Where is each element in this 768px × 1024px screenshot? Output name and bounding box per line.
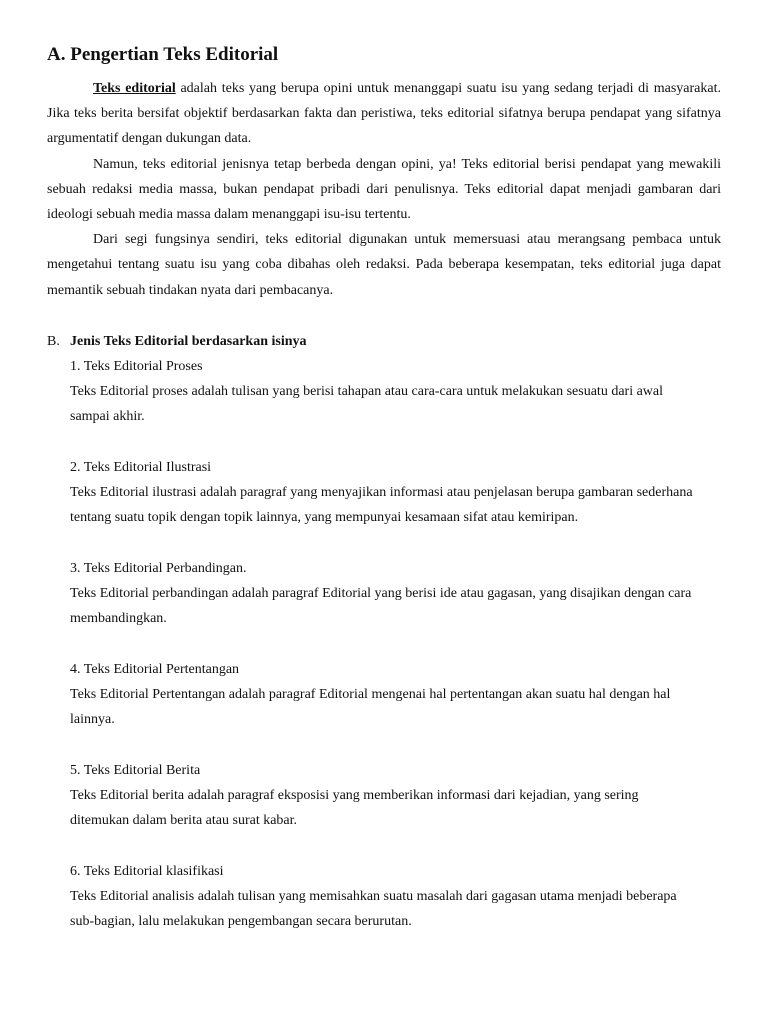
section-b-marker: B. [47,333,60,349]
paragraph-definition [47,76,721,152]
list-item-description: Teks Editorial analisis adalah tulisan yang memisahkan suatu masalah dari gagasan utama menjadi beberapa sub-bagian, lalu melakukan pengembangan secara berurutan. [70,888,677,930]
list-item-description: Teks Editorial proses adalah tulisan yang berisi tahapan atau cara-cara untuk melakukan sesuatu dari awal sampai akhir. [70,383,664,425]
list-item-title: 1. Teks Editorial Proses [70,358,203,374]
list-item [70,455,721,531]
list-item-title: 5. Teks Editorial Berita [70,762,201,778]
list-item-title: 3. Teks Editorial Perbandingan. [70,560,247,576]
list-item [70,657,721,733]
paragraph-difference: Namun, teks editorial jenisnya tetap berbeda dengan opini, ya! Teks editorial berisi pendapat yang mewakili sebuah redaksi media massa, bukan pendapat pribadi dari penulisnya. Teks editorial dapat menjadi gambaran dari ideologi sebuah media massa dalam menanggapi isu-isu tertentu. [47,156,721,223]
term-teks-editorial: Teks editorial [93,81,176,96]
paragraph-function: Dari segi fungsinya sendiri, teks editorial digunakan untuk memersuasi atau merangsang pembaca untuk mengetahui tentang suatu isu yang coba dibahas oleh redaksi. Pada beberapa kesempatan, teks editorial juga dapat memantik sebuah tindakan nyata dari pembacanya. [47,232,721,298]
list-item-description: Teks Editorial perbandingan adalah paragraf Editorial yang berisi ide atau gagasan, yang disajikan dengan cara membandingkan. [70,585,692,627]
list-item-description: Teks Editorial ilustrasi adalah paragraf yang menyajikan informasi atau penjelasan berupa gambaran sederhana tentang suatu topik dengan topik lainnya, yang mempunyai kesamaan sifat atau kemiripan. [70,484,693,526]
list-item [70,758,721,834]
list-item-title: 6. Teks Editorial klasifikasi [70,863,224,879]
list-item-title: 2. Teks Editorial Ilustrasi [70,459,212,475]
section-a [47,42,721,303]
section-a-heading: A. Pengertian Teks Editorial [47,44,279,65]
paragraph-definition-text: adalah teks yang berupa opini untuk menanggapi suatu isu yang sedang terjadi di masyarakat. Jika teks berita bersifat objektif berdasarkan fakta dan peristiwa, teks editorial sifatnya berupa pendapat yang sifatnya argumentatif dengan dukungan data. [47,81,722,147]
section-b [47,329,721,935]
list-item [70,354,721,430]
section-b-heading [47,329,721,354]
editorial-types-list [47,354,721,935]
list-item-description: Teks Editorial berita adalah paragraf eksposisi yang memberikan informasi dari kejadian, yang sering ditemukan dalam berita atau surat kabar. [70,787,639,829]
section-b-title: Jenis Teks Editorial berdasarkan isinya [70,333,307,349]
list-item [70,556,721,632]
list-item-title: 4. Teks Editorial Pertentangan [70,661,240,677]
list-item [70,859,721,935]
list-item-description: Teks Editorial Pertentangan adalah paragraf Editorial mengenai hal pertentangan akan suatu hal dengan hal lainnya. [70,686,671,728]
